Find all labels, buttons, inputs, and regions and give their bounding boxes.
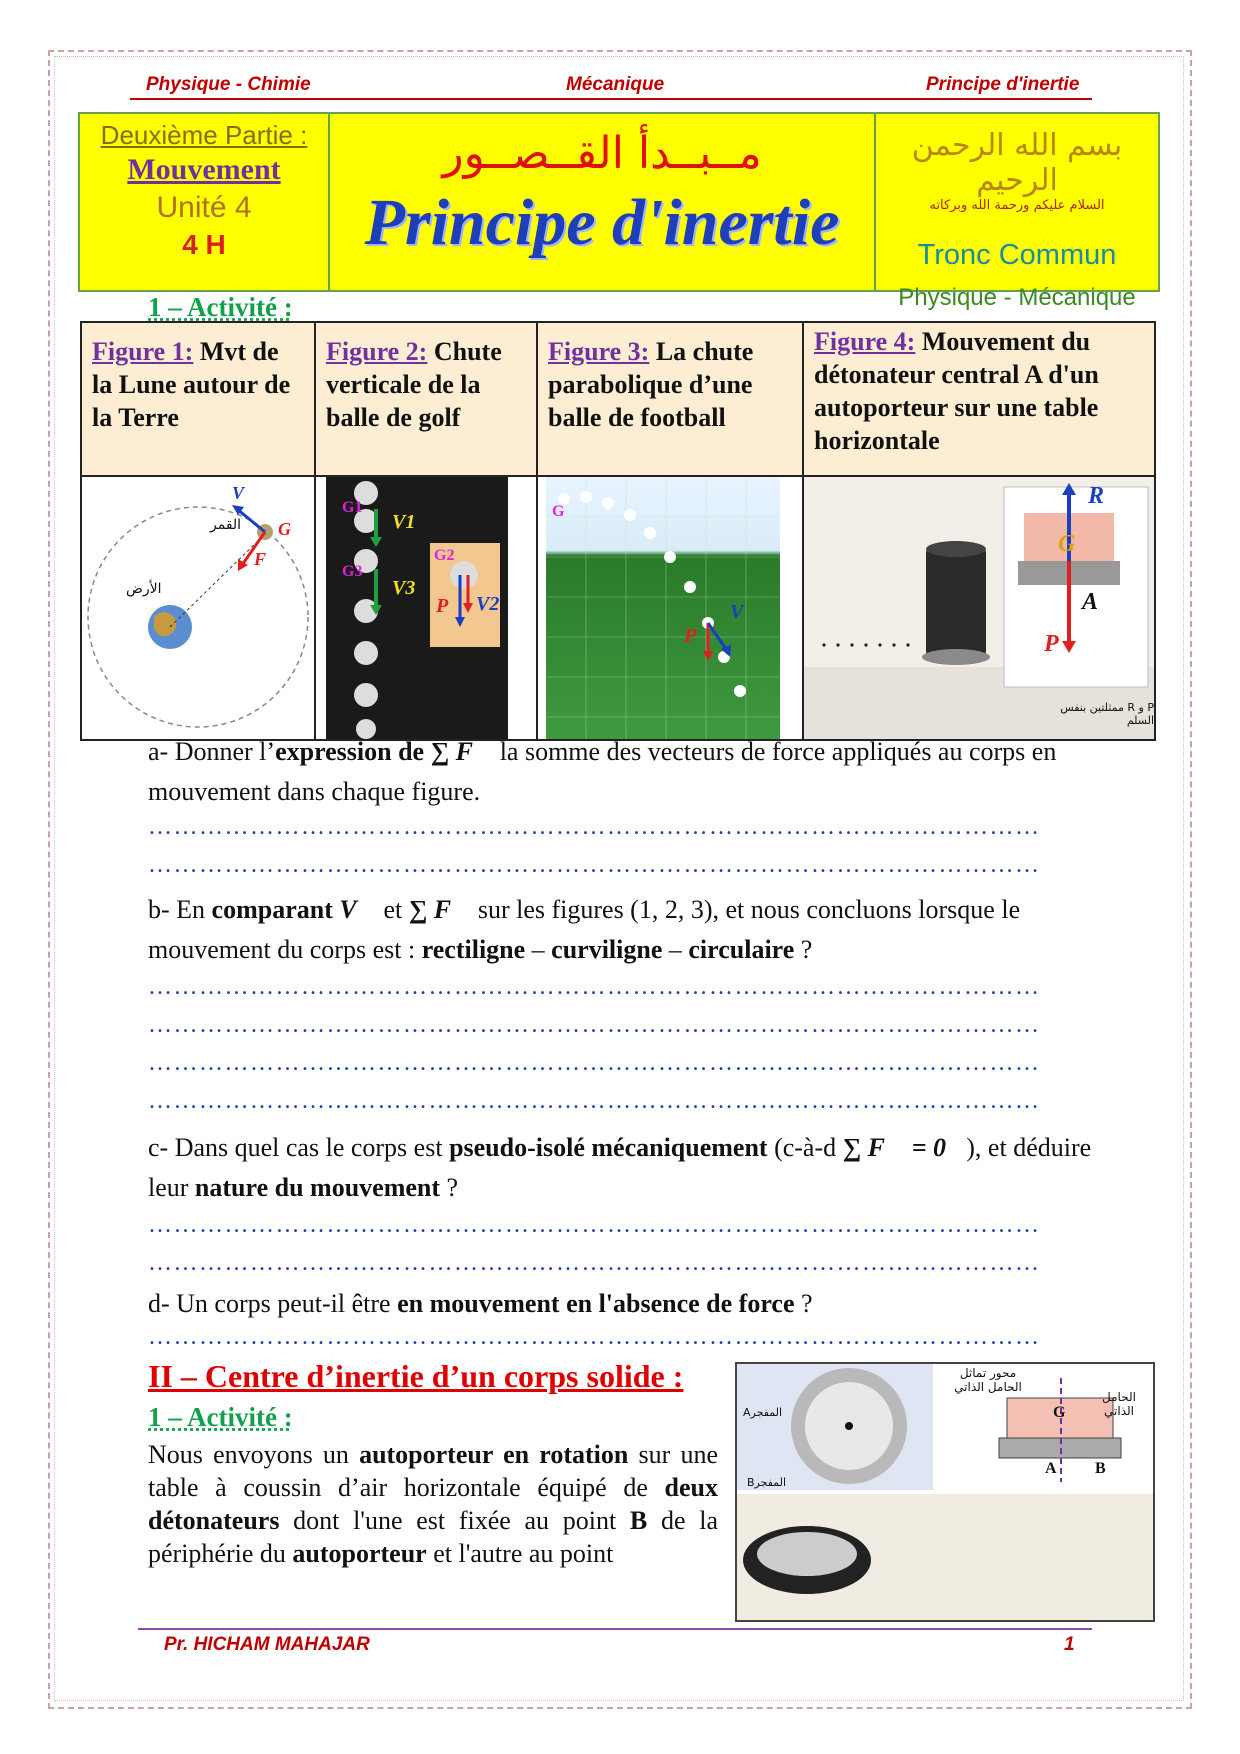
- answer-line[interactable]: ……………………………………………………………………………………………: [148, 1250, 1041, 1276]
- answer-line[interactable]: ……………………………………………………………………………………………: [148, 1088, 1041, 1114]
- p2-text-1: Nous envoyons un: [148, 1440, 360, 1469]
- moon-orbit-diagram: [82, 477, 314, 739]
- qb-force: ∑ F⃗: [408, 895, 472, 924]
- unit-label: Unité 4: [156, 191, 252, 224]
- figure-3-text: La chute parabolique d’une balle de football: [548, 337, 754, 432]
- header-lesson: Principe d'inertie: [926, 74, 1080, 95]
- v-label: V: [730, 601, 744, 623]
- qd-end: ?: [794, 1289, 813, 1318]
- answer-line[interactable]: ……………………………………………………………………………………………: [148, 1212, 1041, 1238]
- answer-line[interactable]: ……………………………………………………………………………………………: [148, 974, 1041, 1000]
- detonator-b-label: المفجرB: [747, 1476, 787, 1489]
- reaction-label: R: [1088, 483, 1105, 509]
- qb-text-2: et: [376, 895, 409, 924]
- figure-2-image: [315, 476, 537, 740]
- g-label: G: [1053, 1404, 1066, 1421]
- qd-text-1: d- Un corps peut-il être: [148, 1289, 398, 1318]
- section-2-title: II – Centre d’inertie d’un corps solide :: [148, 1358, 684, 1394]
- answer-line[interactable]: ……………………………………………………………………………………………: [148, 852, 1041, 878]
- question-a: [148, 732, 1118, 812]
- qa-text-2: la somme des vecteurs de force appliqués au corps en mouvement dans chaque figure.: [148, 737, 1057, 806]
- figure-1-image: [81, 476, 315, 740]
- activity-title: 1 – Activité :: [148, 292, 293, 322]
- figure-4-image: [803, 476, 1155, 740]
- scale-note: P و R ممثلتين بنفس السلم: [1060, 701, 1154, 727]
- p2-bold-1: autoporteur en rotation: [359, 1440, 629, 1469]
- p2-bold-2: deux détonateurs: [148, 1473, 718, 1535]
- p-label: P: [684, 625, 697, 647]
- figure-2-text: Chute verticale de la balle de golf: [326, 337, 502, 432]
- p2-text-5: et l'autre au point: [426, 1539, 614, 1568]
- basmala-calligraphy: بسم الله الرحمن الرحيم: [911, 128, 1123, 198]
- figure-1-caption: [81, 322, 315, 476]
- answer-line[interactable]: ……………………………………………………………………………………………: [148, 1012, 1041, 1038]
- qa-bold: expression de: [275, 737, 425, 766]
- v3-label: V3: [392, 577, 416, 599]
- header-subject: Physique - Chimie: [146, 74, 311, 95]
- qc-text-3: ), et déduire leur: [148, 1133, 1092, 1202]
- qb-dash: –: [525, 935, 552, 964]
- answer-line[interactable]: ……………………………………………………………………………………………: [148, 1324, 1041, 1350]
- qb-velocity: V⃗: [339, 895, 377, 924]
- symmetry-axis-label: محور تماثل الحامل الذاتي: [954, 1366, 1022, 1394]
- qc-bold-2: nature du mouvement: [194, 1173, 441, 1202]
- title-box-center: [330, 114, 876, 290]
- figure-2-label: Figure 2:: [326, 337, 428, 366]
- g-label: G: [552, 503, 565, 520]
- football-trajectory: [546, 477, 780, 739]
- air-puck-diagram: [804, 477, 1154, 739]
- footer-author: Pr. HICHAM MAHAJAR: [164, 1634, 370, 1655]
- p2-text-4: de la périphérie du: [148, 1506, 718, 1568]
- a-label: A: [1082, 589, 1099, 615]
- g1-label: G1: [342, 499, 363, 516]
- title-box-left: [80, 114, 330, 290]
- figure-4-caption: [803, 322, 1155, 476]
- figures-table: [80, 321, 1156, 741]
- p2-text-3: dont l'une est fixée au point: [279, 1506, 630, 1535]
- p2-bold-3: B: [629, 1506, 648, 1535]
- figure-3-label: Figure 3:: [548, 337, 650, 366]
- g-label: G: [1058, 531, 1076, 557]
- figure-3-caption: [537, 322, 803, 476]
- section-2-image: [735, 1362, 1155, 1622]
- qb-text-1: b- En: [148, 895, 212, 924]
- g-label: G: [278, 519, 291, 539]
- figure-2-caption: [315, 322, 537, 476]
- g2-label: G2: [434, 547, 455, 564]
- arabic-title: مــبــدأ القــصــور: [442, 128, 762, 179]
- part-label: Deuxième Partie :: [100, 120, 308, 150]
- figure-4-label: Figure 4:: [814, 327, 916, 356]
- qd-bold: en mouvement en l'absence de force: [397, 1289, 795, 1318]
- p-label: P: [436, 595, 449, 617]
- page-number: 1: [1064, 1634, 1075, 1655]
- force-label: F: [254, 549, 267, 569]
- qa-text-1: a- Donner l’: [148, 737, 276, 766]
- section-2-paragraph: [148, 1438, 718, 1570]
- figure-3-image: [537, 476, 803, 740]
- qc-text-1: c- Dans quel cas le corps est: [148, 1133, 450, 1162]
- section-2-activity: 1 – Activité :: [148, 1402, 293, 1432]
- qb-curviligne: curviligne: [551, 935, 663, 964]
- detonator-a-label: المفجرA: [743, 1406, 783, 1419]
- qb-text-3: sur les figures (1, 2, 3), et nous concluons lorsque le mouvement du corps est :: [148, 895, 1021, 964]
- qc-end: ?: [440, 1173, 459, 1202]
- question-b: [148, 890, 1118, 970]
- subject-label: Physique - Mécanique: [898, 284, 1136, 311]
- qb-dash: –: [662, 935, 689, 964]
- v2-label: V2: [476, 593, 500, 615]
- french-title: Principe d'inertie: [364, 186, 840, 259]
- qc-bold: pseudo-isolé mécaniquement: [449, 1133, 768, 1162]
- qb-end: ?: [794, 935, 813, 964]
- b-label: B: [1095, 1460, 1106, 1477]
- weight-label: P: [1044, 631, 1059, 657]
- qb-rectiligne: rectiligne: [421, 935, 526, 964]
- section-label: Mouvement: [127, 153, 281, 186]
- figure-1-text: Mvt de la Lune autour de la Terre: [92, 337, 291, 432]
- a-label: A: [1045, 1460, 1057, 1477]
- figure-4-text: Mouvement du détonateur central A d'un autoporteur sur une table horizontale: [814, 327, 1099, 455]
- hours-label: 4 H: [182, 229, 226, 260]
- greeting-calligraphy: السلام عليكم ورحمة الله وبركاته: [929, 198, 1105, 213]
- title-box-right: [876, 114, 1158, 311]
- footer-rule: [138, 1628, 1092, 1630]
- carrier-label: الحامل الذاتي: [1102, 1390, 1136, 1418]
- g3-label: G3: [342, 563, 363, 580]
- answer-line[interactable]: ……………………………………………………………………………………………: [148, 814, 1041, 840]
- qc-equation: ∑ F⃗ = 0⃗: [842, 1133, 967, 1162]
- figure-1-label: Figure 1:: [92, 337, 194, 366]
- header-topic: Mécanique: [566, 74, 665, 95]
- level-label: Tronc Commun: [917, 239, 1117, 271]
- p2-bold-4: autoporteur: [292, 1539, 427, 1568]
- velocity-label: V: [232, 483, 245, 503]
- qb-bold: comparant: [211, 895, 333, 924]
- question-d: [148, 1284, 1118, 1324]
- moon-label: القمر: [210, 517, 242, 533]
- qb-circulaire: circulaire: [688, 935, 795, 964]
- question-c: [148, 1128, 1118, 1208]
- answer-line[interactable]: ……………………………………………………………………………………………: [148, 1050, 1041, 1076]
- v1-label: V1: [392, 511, 416, 533]
- earth-label: الأرض: [126, 581, 162, 597]
- header-rule: [130, 98, 1092, 100]
- qc-text-2: (c-à-d: [767, 1133, 843, 1162]
- qa-symbol: ∑ F⃗: [430, 737, 494, 766]
- p2-text-2: sur une table à coussin d’air horizontale équipé de: [148, 1440, 718, 1502]
